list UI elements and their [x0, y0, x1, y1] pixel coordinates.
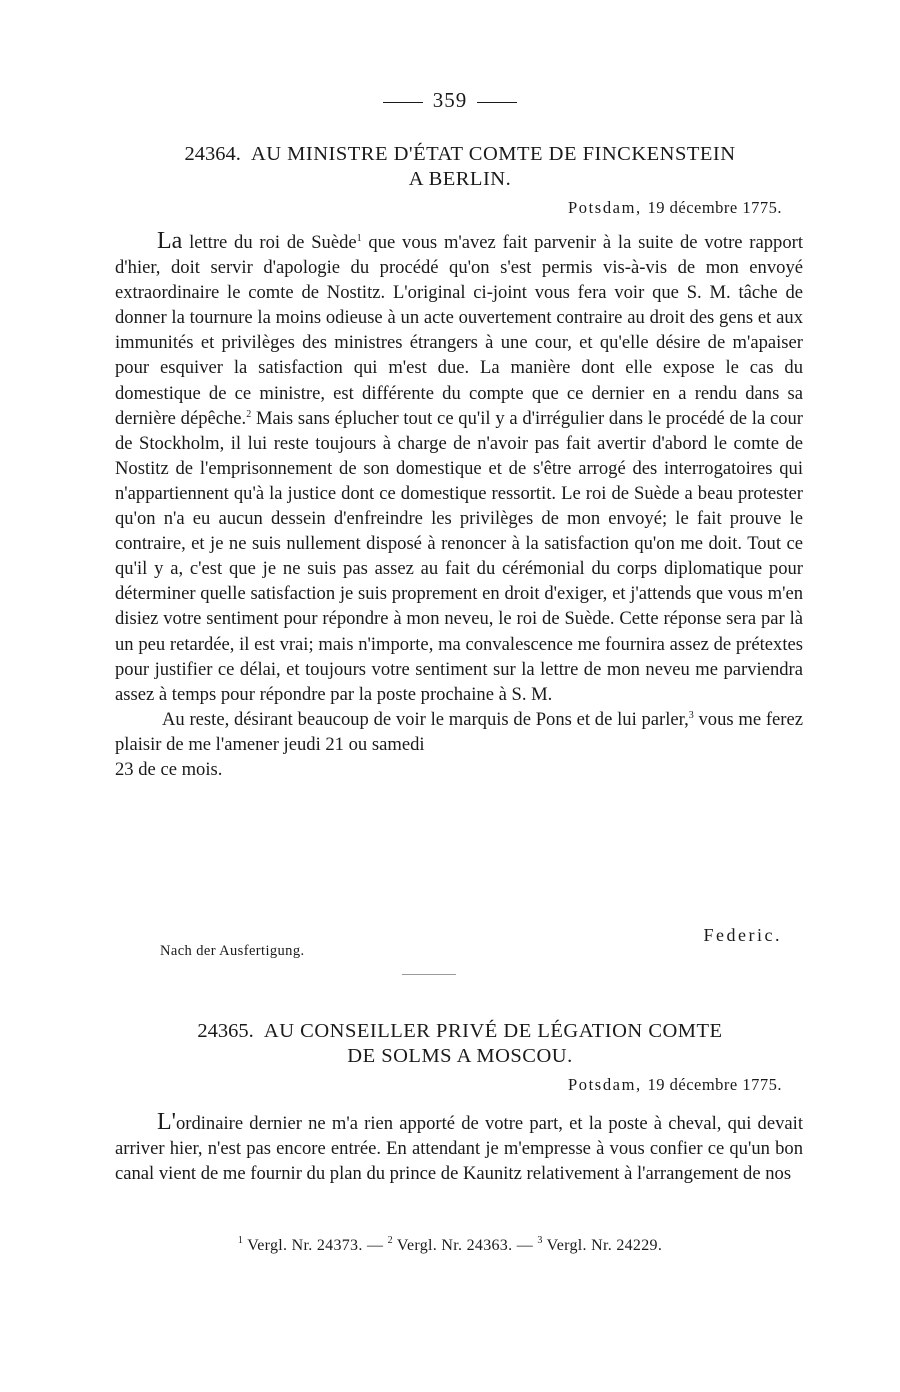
letter-1-heading — [110, 142, 810, 192]
letter-2-title-line-1 — [110, 1019, 810, 1044]
letter-2-dateline — [300, 1075, 782, 1095]
page-number-dash-left — [383, 102, 423, 103]
letter-divider — [402, 974, 456, 975]
footnote-separator-2: — — [516, 1237, 534, 1254]
page-number-text: 359 — [432, 88, 468, 112]
footnote-1-mark: 1 — [237, 1235, 244, 1246]
footnote-2-text: Vergl. Nr. 24363. — [396, 1237, 513, 1254]
footnote-2-mark: 2 — [387, 1235, 393, 1246]
letter-2-initial: L' — [157, 1109, 176, 1135]
letter-1-number: 24364. — [184, 143, 241, 165]
letter-2-date: 19 décembre 1775. — [647, 1075, 782, 1094]
letter-2-number: 24365. — [197, 1020, 254, 1042]
letter-1-paragraph-2 — [115, 707, 803, 757]
letter-1-title-line-2: A BERLIN. — [408, 168, 512, 190]
letter-2-text: ordinaire dernier ne m'a rien apporté de votre part, et la poste à cheval, qui devait arriver hier, n'est pas encore entrée. En attendant je m'empresse à vous confier ce qu'un bon canal vient de me fournir du plan du prince de Kaunitz relativement à l'arrangement de nos — [115, 1113, 803, 1185]
letter-1-signature: Federic. — [703, 925, 782, 945]
page-number-dash-right — [477, 102, 517, 103]
footnotes — [0, 1237, 900, 1255]
footnote-3-text: Vergl. Nr. 24229. — [546, 1237, 663, 1254]
page-number — [0, 88, 900, 113]
letter-2-title-line-2: DE SOLMS A MOSCOU. — [347, 1045, 573, 1067]
letter-1-text-d: Au reste, désirant beaucoup de voir le marquis de Pons et de lui parler, — [162, 708, 689, 730]
footnote-separator-1: — — [366, 1237, 384, 1254]
letter-2-title-1: AU CONSEILLER PRIVÉ DE LÉGATION COMTE — [263, 1020, 723, 1042]
letter-1-text-b: que vous m'avez fait parvenir à la suite de votre rapport d'hier, doit servir d'apologie du procédé qu'on s'est permis vis-à-vis de mon envoyé extraordinaire le comte de Nostitz. L'original ci-joint vous fera voir que S. M. tâche de donner la tournure la moins odieuse à un acte ouvertement contraire au droit des gens et aux immunités et privilèges des ministres étrangers à une cour, et qu'elle désire de m'apaiser pour esquiver la satisfaction qui m'est due. La manière dont elle expose le cas du domestique de ce ministre, est différente du compte que ce dernier en a rendu dans sa dernière dépêche. — [115, 232, 803, 429]
footnote-ref-3: 3 — [688, 709, 694, 721]
letter-1-text-e: vous me ferez plaisir de me l'amener jeudi 21 ou samedi — [115, 708, 803, 755]
letter-1-title-1: AU MINISTRE D'ÉTAT COMTE DE FINCKENSTEIN — [250, 143, 736, 165]
footnote-1-text: Vergl. Nr. 24373. — [247, 1237, 363, 1254]
letter-2-place: Potsdam, — [568, 1075, 642, 1094]
footnote-ref-1: 1 — [356, 233, 362, 244]
footnote-3-mark: 3 — [537, 1235, 543, 1246]
letter-1-title-line-1 — [110, 142, 810, 167]
letter-1-body — [115, 229, 803, 782]
letter-1-last-line: 23 de ce mois. — [115, 758, 223, 780]
letter-2-paragraph-1 — [115, 1110, 803, 1186]
letter-1-source-note: Nach der Ausfertigung. — [160, 943, 305, 959]
letter-1-dateline — [300, 198, 782, 218]
letter-1-text-c: Mais sans éplucher tout ce qu'il y a d'irrégulier dans le procédé de la cour de Stockholm, il lui reste toujours à charge de n'avoir pas fait avertir d'abord le comte de Nostitz de l'emprisonnement de son domestique et de s'être arrogé des interrogatoires qui n'appartiennent qu'à la justice dont ce domestique ressortit. Le roi de Suède a beau protester qu'on n'a eu aucun dessein d'enfreindre les privilèges de mon envoyé; le fait prouve le contraire, et je ne suis nullement disposé à renoncer à la satisfaction qu'on me doit. Tout ce qu'il y a, c'est que je ne suis pas assez au fait du cérémonial du corps diplomatique pour déterminer quelle satisfaction je suis proprement en droit d'exiger, et j'attends que vous m'en disiez votre sentiment pour répondre à mon neveu, le roi de Suède. Cette réponse sera par là un peu retardée, il est vrai; mais n'importe, ma convalescence me fournira assez de prétextes pour justifier ce délai, et toujours votre sentiment sur la lettre de mon neveu me parviendra assez à temps pour répondre par la poste prochaine à S. M. — [115, 407, 803, 705]
letter-1-initial: La — [157, 228, 183, 254]
letter-1-text-a: lettre du roi de Suède — [182, 232, 357, 253]
letter-2-body — [115, 1110, 803, 1186]
footnote-ref-2: 2 — [246, 408, 252, 420]
letter-1-place: Potsdam, — [568, 198, 642, 217]
letter-2-heading — [110, 1019, 810, 1069]
letter-1-date: 19 décembre 1775. — [647, 198, 782, 217]
letter-1-paragraph-1 — [115, 229, 803, 707]
